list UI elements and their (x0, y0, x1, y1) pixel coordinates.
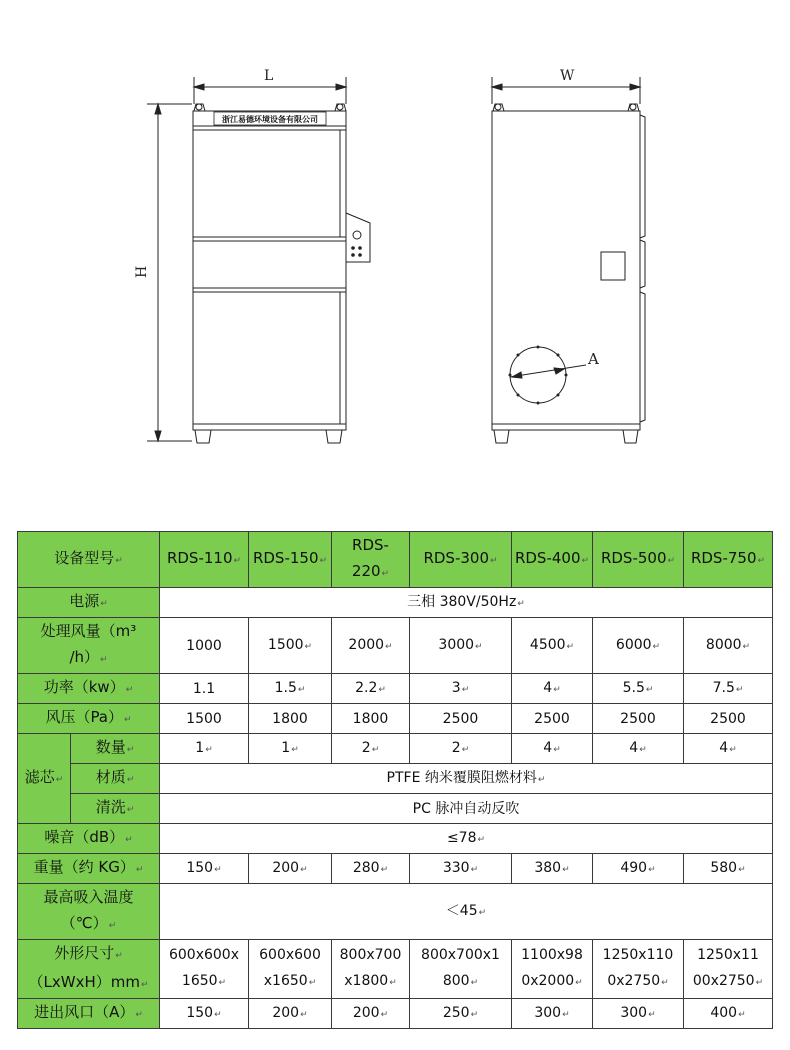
dimensions-value: 1250x110 0x2750↵ (593, 940, 684, 999)
dimensions-value: 1100x98 0x2000↵ (512, 940, 593, 999)
power-source-label: 电源↵ (18, 588, 160, 618)
filter-qty-value: 4↵ (512, 734, 593, 764)
table-row (18, 674, 773, 704)
max-temp-value: ＜45↵ (160, 884, 773, 940)
model-cell: RDS-500↵ (593, 532, 684, 588)
max-temp-label: 最高吸入温度 （℃）↵ (18, 884, 160, 940)
weight-value: 330↵ (410, 854, 512, 884)
height-label: H (134, 265, 150, 278)
table-row (18, 999, 773, 1029)
airflow-label: 处理风量（m³ /h）↵ (18, 618, 160, 674)
filter-material-value: PTFE 纳米覆膜阻燃材料↵ (160, 764, 773, 794)
airflow-value: 1000 (160, 618, 249, 674)
dimensions-value: 1250x11 00x2750↵ (684, 940, 773, 999)
outlet-value: 400↵ (684, 999, 773, 1029)
filter-qty-value: 4↵ (593, 734, 684, 764)
pressure-value: 2500 (684, 704, 773, 734)
dimensions-value: 600x600 x1650↵ (249, 940, 332, 999)
noise-value: ≤78↵ (160, 824, 773, 854)
outlet-value: 250↵ (410, 999, 512, 1029)
side-view (492, 77, 645, 443)
filter-material-label: 材质↵ (71, 764, 160, 794)
filter-qty-value: 2↵ (410, 734, 512, 764)
outlet-value: 300↵ (512, 999, 593, 1029)
dimensions-value: 800x700x1 800↵ (410, 940, 512, 999)
table-row (18, 884, 773, 940)
table-row (18, 824, 773, 854)
table-row (18, 532, 773, 588)
outlet-label: A (588, 350, 599, 368)
pressure-value: 2500 (593, 704, 684, 734)
pressure-value: 1500 (160, 704, 249, 734)
weight-value: 380↵ (512, 854, 593, 884)
airflow-value: 1500↵ (249, 618, 332, 674)
airflow-value: 6000↵ (593, 618, 684, 674)
model-cell: RDS-220↵ (332, 532, 410, 588)
airflow-value: 2000↵ (332, 618, 410, 674)
pressure-label: 风压（Pa）↵ (18, 704, 160, 734)
company-plate-text: 浙江易德环境设备有限公司 (222, 115, 318, 124)
table-row (18, 794, 773, 824)
weight-label: 重量（约 KG）↵ (18, 854, 160, 884)
table-row (18, 588, 773, 618)
front-width-label: L (264, 68, 274, 84)
power-value: 5.5↵ (593, 674, 684, 704)
weight-value: 490↵ (593, 854, 684, 884)
table-row (18, 764, 773, 794)
filter-cleaning-value: PC 脉冲自动反吹 (160, 794, 773, 824)
model-cell: RDS-110↵ (160, 532, 249, 588)
outlet-value: 200↵ (249, 999, 332, 1029)
power-value: 7.5↵ (684, 674, 773, 704)
outlet-value: 300↵ (593, 999, 684, 1029)
table-row (18, 618, 773, 674)
power-value: 4↵ (512, 674, 593, 704)
side-width-label: W (560, 68, 575, 84)
noise-label: 噪音（dB）↵ (18, 824, 160, 854)
filter-qty-value: 4↵ (684, 734, 773, 764)
weight-value: 580↵ (684, 854, 773, 884)
pressure-value: 2500 (512, 704, 593, 734)
airflow-value: 3000↵ (410, 618, 512, 674)
outlet-label: 进出风口（A）↵ (18, 999, 160, 1029)
outlet-value: 150↵ (160, 999, 249, 1029)
pressure-value: 1800 (332, 704, 410, 734)
spec-table (17, 531, 773, 1029)
filter-group-label: 滤芯↵ (18, 734, 71, 824)
power-value: 2.2↵ (332, 674, 410, 704)
filter-qty-label: 数量↵ (71, 734, 160, 764)
power-value: 1.5↵ (249, 674, 332, 704)
pressure-value: 2500 (410, 704, 512, 734)
front-view (147, 77, 370, 443)
weight-value: 280↵ (332, 854, 410, 884)
power-value: 1.1 (160, 674, 249, 704)
table-row (18, 704, 773, 734)
table-row (18, 734, 773, 764)
pressure-value: 1800 (249, 704, 332, 734)
power-value: 3↵ (410, 674, 512, 704)
weight-value: 150↵ (160, 854, 249, 884)
model-cell: RDS-300↵ (410, 532, 512, 588)
outlet-value: 200↵ (332, 999, 410, 1029)
airflow-value: 8000↵ (684, 618, 773, 674)
dimensions-value: 800x700 x1800↵ (332, 940, 410, 999)
table-row (18, 940, 773, 999)
airflow-value: 4500↵ (512, 618, 593, 674)
dimensions-label: 外形尺寸↵ （LxWxH）mm↵ (18, 940, 160, 999)
model-cell: RDS-750↵ (684, 532, 773, 588)
power-label: 功率（kw）↵ (18, 674, 160, 704)
model-cell: RDS-400↵ (512, 532, 593, 588)
filter-cleaning-label: 清洗↵ (71, 794, 160, 824)
weight-value: 200↵ (249, 854, 332, 884)
technical-drawing (0, 0, 790, 500)
power-source-value: 三相 380V/50Hz↵ (160, 588, 773, 618)
dimensions-value: 600x600x 1650↵ (160, 940, 249, 999)
model-header-label: 设备型号↵ (18, 532, 160, 588)
filter-qty-value: 2↵ (332, 734, 410, 764)
filter-qty-value: 1↵ (249, 734, 332, 764)
model-cell: RDS-150↵ (249, 532, 332, 588)
filter-qty-value: 1↵ (160, 734, 249, 764)
table-row (18, 854, 773, 884)
